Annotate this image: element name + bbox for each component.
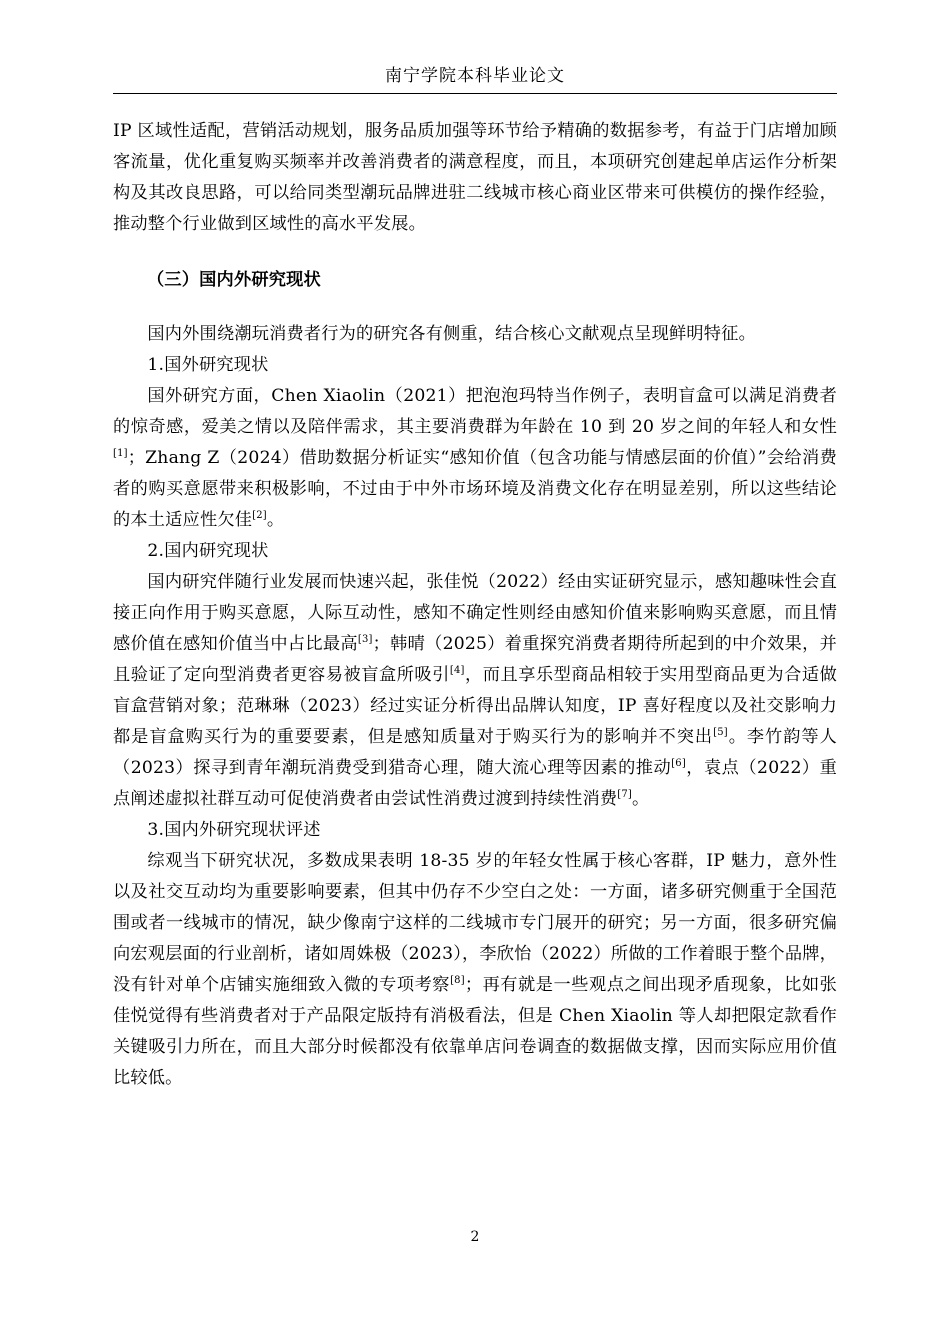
page-number: 2 xyxy=(470,1229,480,1245)
text-run: 国内研究伴随行业发展而快速兴起，张佳悦（2022）经由实证研究显示，感知趣味性会直接正向作用于购买意愿，人际互动性，感知不确定性则经由感知价值来影响购买意愿，而且情感价值在感知价值当中占比最高 xyxy=(113,572,837,654)
text-run: ；再有就是一些观点之间出现矛盾现象，比如张佳悦觉得有些消费者对于产品限定版持有消极看法，但是 Chen Xiaolin 等人却把限定款看作关键吸引力所在，而且大部分时候都没有依靠单店问卷调查的数据做支撑，因而实际应用价值比较低。 xyxy=(113,975,838,1088)
citation-ref-1: [1] xyxy=(113,448,128,459)
text-run: ，而且享乐型商品相较于实用型商品更为合适做盲盒营销对象；范琳琳（2023）经过实证分析得出品牌认知度，IP 喜好程度以及社交影响力都是盲盒购买行为的重要要素，但是感知质量对于购买行为的影响并不突出 xyxy=(113,665,837,747)
text-run: 国外研究方面，Chen Xiaolin（2021）把泡泡玛特当作例子，表明盲盒可以满足消费者的惊奇感，爱美之情以及陪伴需求，其主要消费群为年龄在 10 到 20 岁之间的年轻人和女性 xyxy=(113,386,837,437)
text-run: 。 xyxy=(632,789,650,809)
citation-ref-8: [8] xyxy=(450,975,465,986)
text-run: 。李竹韵等人（2023）探寻到青年潮玩消费受到猎奇心理，随大流心理等因素的推动 xyxy=(113,727,838,778)
citation-ref-3: [3] xyxy=(357,634,373,645)
section-heading: （三）国内外研究现状 xyxy=(147,270,321,290)
body-text xyxy=(113,116,837,1094)
text-run: ，袁点（2022）重点阐述虚拟社群互动可促使消费者由尝试性消费过渡到持续性消费 xyxy=(113,758,837,809)
subheading-domestic-research: 2.国内研究现状 xyxy=(147,541,269,561)
citation-ref-6: [6] xyxy=(671,758,686,769)
text-run: 综观当下研究状况，多数成果表明 18-35 岁的年轻女性属于核心客群，IP 魅力，意外性以及社交互动均为重要影响要素，但其中仍存不少空白之处：一方面，诸多研究侧重于全国范围或者一线城市的情况，缺少像南宁这样的二线城市专门展开的研究；另一方面，很多研究偏向宏观层面的行业剖析，诸如周姝极（2023），李欣怡（2022）所做的工作着眼于整个品牌，没有针对单个店铺实施细致入微的专项考察 xyxy=(113,851,837,995)
subheading-research-review: 3.国内外研究现状评述 xyxy=(147,820,321,840)
paragraph-continuation: IP 区域性适配，营销活动规划，服务品质加强等环节给予精确的数据参考，有益于门店增加顾客流量，优化重复购买频率并改善消费者的满意程度，而且，本项研究创建起单店运作分析架构及其改良思路，可以给同类型潮玩品牌进驻二线城市核心商业区带来可供模仿的操作经验，推动整个行业做到区域性的高水平发展。 xyxy=(113,121,837,234)
subheading-foreign-research: 1.国外研究现状 xyxy=(147,355,269,375)
text-run: 。 xyxy=(266,510,285,530)
text-run: ；Zhang Z（2024）借助数据分析证实“感知价值（包含功能与情感层面的价值）”会给消费者的购买意愿带来积极影响，不过由于中外市场环境及消费文化存在明显差别，所以这些结论的本土适应性欠佳 xyxy=(113,448,837,530)
header-rule xyxy=(113,93,837,94)
paragraph-foreign-research xyxy=(113,381,837,536)
paragraph-intro: 国内外围绕潮玩消费者行为的研究各有侧重，结合核心文献观点呈现鲜明特征。 xyxy=(147,324,756,344)
citation-ref-5: [5] xyxy=(713,727,728,738)
citation-ref-4: [4] xyxy=(449,665,465,676)
running-header-title: 南宁学院本科毕业论文 xyxy=(385,66,565,86)
citation-ref-7: [7] xyxy=(617,789,633,800)
paragraph-domestic-research xyxy=(113,567,837,815)
paragraph-research-review xyxy=(113,846,837,1094)
citation-ref-2: [2] xyxy=(252,510,267,521)
text-run: ；韩晴（2025）着重探究消费者期待所起到的中介效果，并且验证了定向型消费者更容易被盲盒所吸引 xyxy=(113,634,837,685)
